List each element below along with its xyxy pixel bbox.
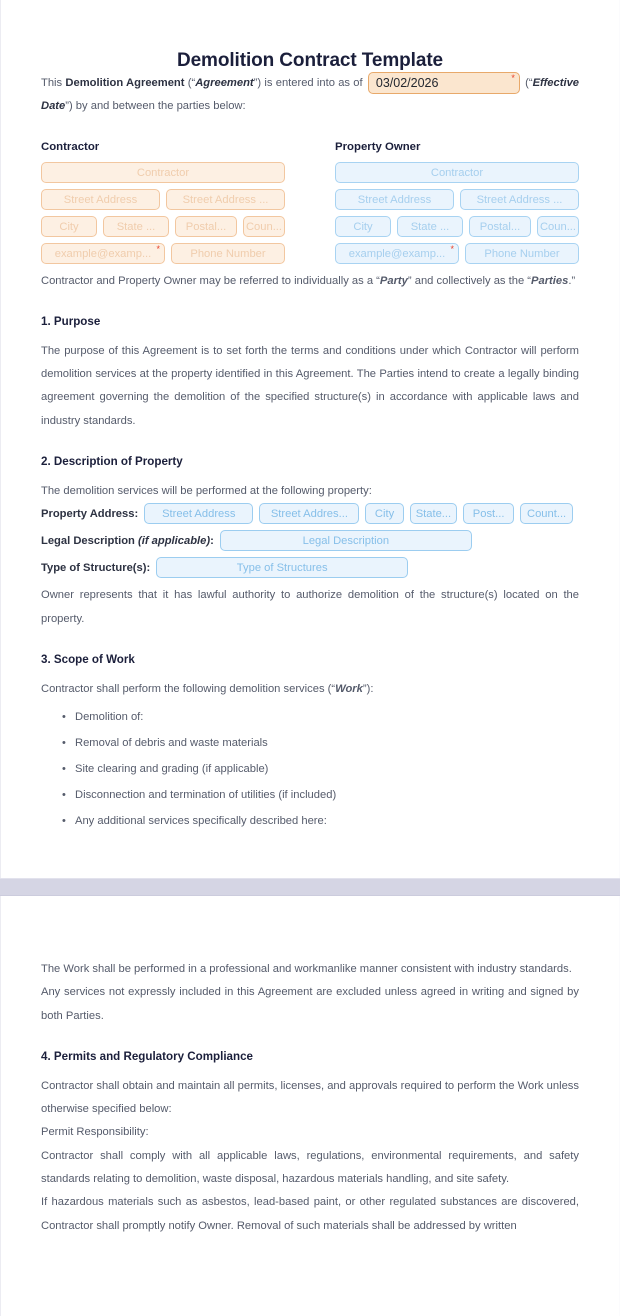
scope-lead-in (41, 678, 579, 701)
contractor-contact-row (41, 243, 285, 264)
work-term: Work (335, 682, 363, 695)
owner-city-input[interactable]: City (335, 216, 391, 237)
permit-responsibility-label: Permit Responsibility: (41, 1126, 149, 1139)
contractor-block (41, 141, 285, 270)
section-heading-property: 2. Description of Property (41, 455, 183, 469)
contractor-name-input[interactable]: Contractor (41, 162, 285, 183)
parties-section (41, 141, 579, 270)
effective-date-value: 03/02/2026 (375, 76, 439, 91)
list-item: • Site clearing and grading (if applicable) (75, 757, 579, 783)
structure-type-label: Type of Structure(s): (41, 561, 151, 574)
list-item: • Disconnection and termination of utilities (if included) (75, 783, 579, 809)
intro-quote-close: ”) is entered into as of (253, 77, 366, 89)
contractor-street2-input[interactable]: Street Address ... (166, 189, 285, 210)
intro-suffix-close: ”) by and between the parties below: (65, 100, 246, 113)
owner-locality-row (335, 216, 579, 237)
intro-quote-open: (“ (184, 77, 196, 89)
effective-date-term: Effective Date (41, 77, 580, 113)
property-city-input[interactable]: City (365, 503, 403, 524)
contractor-phone-input[interactable]: Phone Number (171, 243, 285, 264)
party-term: Party (379, 274, 408, 287)
contractor-name-row (41, 162, 285, 183)
property-street2-input[interactable]: Street Addres... (259, 503, 359, 524)
parties-definition-paragraph (41, 270, 579, 293)
legal-description-row (41, 530, 579, 551)
contractor-heading: Contractor (41, 140, 100, 153)
owner-postal-input[interactable]: Postal... (469, 216, 531, 237)
required-asterisk-icon: * (511, 73, 515, 84)
owner-street-row (335, 189, 579, 210)
section-heading-scope: 3. Scope of Work (41, 652, 135, 666)
effective-date-input[interactable] (368, 72, 520, 94)
scope-bullet-list (41, 705, 579, 835)
contractor-country-input[interactable]: Coun... (243, 216, 285, 237)
section-heading-permits: 4. Permits and Regulatory Compliance (41, 1049, 253, 1063)
owner-phone-input[interactable]: Phone Number (465, 243, 579, 264)
parties-def-mid: ” and collectively as the “ (407, 274, 532, 287)
legal-description-label (41, 535, 214, 547)
property-state-input[interactable]: State... (410, 503, 457, 524)
owner-email-placeholder: example@examp... (348, 247, 446, 260)
contractor-locality-row (41, 216, 285, 237)
permits-body-3: If hazardous materials such as asbestos, lead-based paint, or other regulated substances are discovered, Contractor shall promptly notify Owner. Removal of such materials shall be addressed by written (41, 1196, 579, 1232)
intro-prefix: This (41, 77, 66, 89)
list-item: • Any additional services specifically described here: (75, 809, 579, 835)
legal-description-input[interactable]: Legal Description (220, 530, 472, 551)
contractor-email-placeholder: example@examp... (54, 247, 152, 260)
property-owner-block (335, 141, 579, 270)
property-address-row (41, 503, 579, 524)
permits-body-1: Contractor shall obtain and maintain all permits, licenses, and approvals required to perform the Work unless otherwise specified below: (41, 1079, 579, 1116)
property-street-input[interactable]: Street Address (144, 503, 253, 524)
work-standard-paragraph: The Work shall be performed in a professional and workmanlike manner consistent with industry standards. (41, 963, 572, 975)
contractor-street-input[interactable]: Street Address (41, 189, 160, 210)
owner-country-input[interactable]: Coun... (537, 216, 579, 237)
exclusions-paragraph: Any services not expressly included in this Agreement are excluded unless agreed in writing and signed by both Parties. (41, 986, 579, 1022)
property-address-label: Property Address: (41, 507, 139, 520)
required-asterisk-icon: * (156, 243, 160, 254)
list-item: • Removal of debris and waste materials (75, 731, 579, 757)
contractor-email-input[interactable] (41, 243, 165, 264)
contractor-street-row (41, 189, 285, 210)
page-break-separator (0, 878, 620, 896)
parties-def-post: .” (568, 274, 576, 287)
contractor-postal-input[interactable]: Postal... (175, 216, 237, 237)
legal-label-italic: (if applicable) (137, 534, 211, 547)
agreement-term-bold: Demolition Agreement (65, 77, 185, 89)
owner-street-input[interactable]: Street Address (335, 189, 454, 210)
structure-type-input[interactable]: Type of Structures (156, 557, 408, 578)
property-owner-heading: Property Owner (335, 140, 421, 153)
intro-paragraph (41, 72, 579, 119)
parties-def-pre: Contractor and Property Owner may be referred to individually as a “ (41, 274, 380, 287)
parties-term: Parties (531, 274, 569, 287)
page-title: Demolition Contract Template (176, 50, 444, 71)
contractor-city-input[interactable]: City (41, 216, 97, 237)
property-lead-in: The demolition services will be performed at the following property: (41, 485, 372, 498)
scope-lead-pre: Contractor shall perform the following demolition services (“ (41, 682, 336, 695)
agreement-term-italic: Agreement (195, 77, 254, 89)
document-page-2 (0, 896, 620, 1316)
intro-suffix-open: (“ (521, 77, 533, 89)
required-asterisk-icon: * (450, 243, 454, 254)
owner-state-input[interactable]: State ... (397, 216, 463, 237)
permits-body-2: Contractor shall comply with all applicable laws, regulations, environmental requirements, and safety standards relating to demolition, waste disposal, hazardous materials handling, and site safety. (41, 1149, 579, 1186)
contractor-state-input[interactable]: State ... (103, 216, 169, 237)
structure-type-row (41, 557, 579, 578)
scope-lead-post: ”): (362, 682, 374, 695)
property-country-input[interactable]: Count... (520, 503, 573, 524)
section-heading-purpose: 1. Purpose (41, 314, 101, 328)
legal-label-main: Legal Description (41, 534, 138, 547)
owner-contact-row (335, 243, 579, 264)
owner-name-row (335, 162, 579, 183)
property-postal-input[interactable]: Post... (463, 503, 514, 524)
owner-email-input[interactable] (335, 243, 459, 264)
list-item: • Demolition of: (75, 705, 579, 731)
legal-label-colon: : (210, 534, 214, 547)
owner-represents-paragraph: Owner represents that it has lawful authority to authorize demolition of the structure(s) located on the property. (41, 589, 579, 625)
owner-street2-input[interactable]: Street Address ... (460, 189, 579, 210)
purpose-body: The purpose of this Agreement is to set forth the terms and conditions under which Contractor will perform demolition services at the property identified in this Agreement. The Parties intend to create a legally binding agreement governing the demolition of the specified structure(s) in accordance with applicable laws and industry standards. (41, 344, 579, 427)
owner-name-input[interactable]: Contractor (335, 162, 579, 183)
